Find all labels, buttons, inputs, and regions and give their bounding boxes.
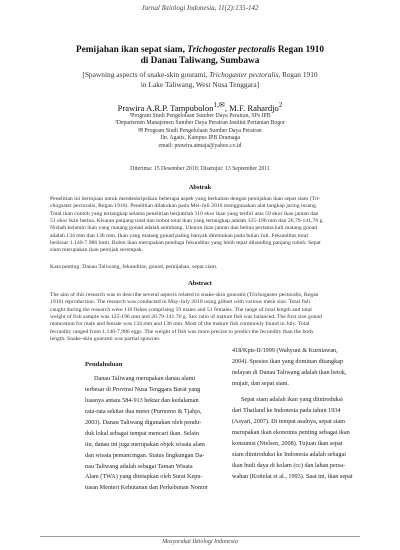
body-line: 418/Kpts-II/1999 (Wahyuni & Kurniawan, <box>232 347 338 354</box>
affiliation-2: ²Departemen Manajemen Sumber Daya Perairan Institut Pertanian Bogor <box>115 120 285 127</box>
abstrak-heading: Abstrak <box>188 184 212 191</box>
title-species: Trichogaster pectoralis <box>187 45 276 55</box>
body-line: Danau Taliwang merupakan danau alami <box>94 375 196 383</box>
en-title-post: , Regan 1910 <box>278 70 318 79</box>
affiliation-3-text: Program Studi Pengelolaan Sumber Daya Perairan <box>144 127 262 134</box>
body-line: merupakan ikan ekonomis penting sebagai ikan <box>232 429 350 437</box>
abstrak-line: 51 ekor ikan betina. Kisaran panjang total dan bobot total ikan yang tertangkap adalah 125-196 mm dan 26,79-141,76 g. <box>50 218 324 225</box>
author-sep: , <box>224 102 230 113</box>
body-column-right <box>232 346 360 483</box>
affiliation-4: Jln. Agatis, Kampus IPB Dramaga <box>160 135 240 142</box>
article-title <box>40 45 360 67</box>
pendahuluan-heading: Pendahuluan <box>85 361 123 368</box>
affiliation-1: ¹Program Studi Pengelolaan Sumber Daya Perairan, SPs IPB <box>129 113 271 119</box>
en-title-species: Trichogaster pectoralis <box>209 70 279 79</box>
body-line: (Asyari, 2007). Di tempat asalnya, sepat siam <box>232 418 345 426</box>
body-line: rata-rata sekitar dua meter (Purnomo & Tjahjo, <box>85 408 202 416</box>
abstract-line: 1910) reproduction. The research was conducted in May-July 2010 using gillnet with various mesh size. Total fish <box>50 299 311 306</box>
abstrak-line: chogaster pectoralis, Regan 1910). Penelitian dilakukan pada Mei-Juli 2010 menggunakan alat tangkap jaring insang. <box>50 203 318 210</box>
abstrak-line: Nisbah kelamin ikan yang matang gonad adalah seimbang. Ukuran ikan jantan dan betina pertama kali matang gonad <box>50 225 318 232</box>
body-line: tusan Menteri Kehutanan dan Perkebunan Nomor <box>85 484 208 492</box>
author-email[interactable]: email: prawira.atmaja@yahoo.co.id <box>158 142 242 149</box>
running-head: Jurnal Iktiologi Indonesia, 11(2):135-142 <box>141 4 259 12</box>
body-line: nau Taliwang adalah sebagai Taman Wisata <box>85 462 193 470</box>
author-2-sup: 2 <box>278 101 283 109</box>
abstract-line: maturation for male and female was 134 mm and 136 mm. Most of the mature fish commonly found in July. Total <box>50 321 310 328</box>
abstrak-body <box>50 196 352 255</box>
body-line: 2004). Spesies ikan yang dominan ditangkap <box>232 357 344 365</box>
footer-divider <box>40 536 360 537</box>
body-line: ikan budi daya di kolam (cc) dan lahan persa- <box>232 461 346 469</box>
abstrak-line: Total ikan contoh yang tertangkap selama penelitian berjumlah 110 ekor ikan yang terdiri atas 59 ekor ikan jantan dan <box>50 210 319 217</box>
body-line: dan wisata pemancingan. Status lingkungan Da- <box>85 451 205 459</box>
body-line: Alam (TWA) yang ditetapkan oleh Surat Kepu- <box>85 473 203 481</box>
affiliation-3 <box>60 128 340 135</box>
body-line: Sepat siam adalah ikan yang diintroduksi <box>241 396 343 404</box>
abstrak-line: berkisar 1.140-7.986 butir. Bobot ikan merupakan penduga fekunditas yang lebih tepat dibanding panjang tubuh. Sepat <box>50 240 321 247</box>
body-line: duk lokal sebagai tempat mencari ikan. Selain <box>85 429 199 437</box>
en-title-line2: in Lake Taliwang, West Nusa Tenggara] <box>140 79 260 89</box>
body-line: wahan (Kottelat et al., 1993). Saat ini, ikan sepat <box>232 472 353 480</box>
body-line: konsumsi (Nielsen, 2008). Tujuan ikan sepat <box>232 440 343 448</box>
body-line: itu, danau ini juga merupakan objek wisata alam <box>85 440 205 448</box>
affiliations <box>60 113 340 150</box>
body-line: nelayan di Danau Taliwang adalah ikan betok, <box>232 368 347 376</box>
footer-text: Masyarakat Iktiologi Indonesia <box>162 539 238 545</box>
en-title-pre: [Spawning aspects of snake-skin gourami, <box>82 70 210 79</box>
english-title <box>50 70 350 89</box>
authors <box>40 100 360 113</box>
abstrak-line: adalah 134 mm dan 136 mm. Ikan yang matang gonad paling banyak ditemukan pada bulan Juli. Fekunditas total <box>50 232 308 239</box>
abstract-line: The aim of this research was to describe several aspects related to snake-skin gourami (Trichogaster pectoralis, Regan <box>50 292 319 298</box>
abstract-line: caught during the research were 110 fishes comprising 59 males and 51 females. The range of total length and total <box>50 306 312 313</box>
abstract-heading: Abstract <box>188 280 212 287</box>
author-1: Prawira A.R.P. Tampubolon <box>117 102 214 113</box>
body-line: siam diintroduksi ke Indonesia adalah sebagai <box>232 450 346 458</box>
abstract-line: weight of fish sample was 125-196 mm and 26.79-141.76 g. Sex ratio of mature fish was balanced. The first size gonad <box>50 314 322 321</box>
abstract-line: length. Snake-skin gourami was partial spawner. <box>50 336 161 343</box>
body-column-left <box>85 360 213 494</box>
abstrak-line: siam merupakan ikan pemijah serempak. <box>50 247 144 254</box>
title-line2: di Danau Taliwang, Sumbawa <box>140 56 260 66</box>
body-line: luasnya antara 584-913 hektar dan kedalaman <box>85 397 199 405</box>
abstrak-keywords: Kata penting: Danau Taliwang, fekunditas, gonad, pemijahan, sepat siam. <box>50 264 218 270</box>
abstract-line: fecundity ranged from 1,140-7,986 eggs. The weight of fish was more precise to predict the fecundity than the body <box>50 328 314 335</box>
author-1-sup: 1,✉ <box>213 101 225 109</box>
abstrak-line: Penelitian ini bertujuan untuk mendeskripsikan beberapa aspek yang berkaitan dengan pemijahan ikan sepat siam (Tri- <box>50 196 321 202</box>
body-line: 2003). Danau Taliwang digunakan oleh pendu- <box>85 418 202 426</box>
author-2: M.F. Rahardjo <box>229 102 279 113</box>
body-line: terbesar di Provinsi Nusa Tenggara Barat yang <box>85 386 201 394</box>
title-part2: Regan 1910 <box>275 45 325 55</box>
abstract-body <box>50 292 352 343</box>
body-line: mujair, dan sepat siam. <box>232 379 289 387</box>
envelope-icon: ✉ <box>138 127 144 134</box>
title-part1: Pemijahan ikan sepat siam, <box>75 45 188 55</box>
body-line: dari Thailand ke Indonesia pada tahun 1934 <box>232 407 341 415</box>
received-accepted-dates: Diterima: 15 Desember 2010; Disetujui: 13 September 2011 <box>130 166 270 172</box>
